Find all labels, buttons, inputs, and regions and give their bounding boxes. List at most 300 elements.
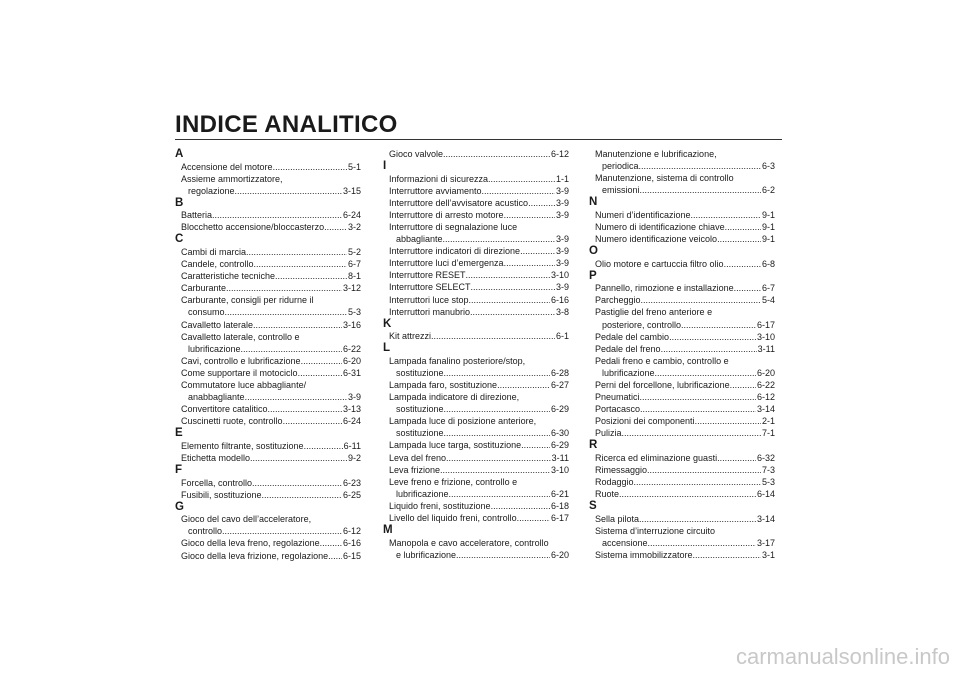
index-entry-heading: Carburante, consigli per ridurne il xyxy=(181,295,314,306)
entry-text: Elemento filtrante, sostituzione xyxy=(181,440,304,451)
index-entry xyxy=(175,403,361,415)
index-entry xyxy=(175,452,361,464)
dot-leader xyxy=(268,403,342,415)
entry-text: Cuscinetti ruote, controllo xyxy=(181,416,283,427)
dot-leader xyxy=(431,330,555,342)
index-entry xyxy=(383,488,569,500)
index-entry xyxy=(589,391,775,403)
dot-leader xyxy=(320,537,342,549)
index-entry xyxy=(589,319,775,331)
index-entry xyxy=(589,476,775,488)
entry-text: Interruttore di arresto motore xyxy=(389,209,504,220)
entry-text: lubrificazione xyxy=(602,367,655,378)
index-entry xyxy=(175,258,361,270)
index-entry xyxy=(589,549,775,561)
index-entry xyxy=(175,221,361,233)
index-entry-heading: Manopola e cavo acceleratore, controllo xyxy=(389,537,549,548)
index-entry xyxy=(589,294,775,306)
index-entry xyxy=(589,452,775,464)
section-letter: S xyxy=(589,500,597,513)
entry-page: 6-32 xyxy=(756,452,775,463)
entry-page: 6-17 xyxy=(756,319,775,330)
dot-leader xyxy=(324,221,347,233)
dot-leader xyxy=(734,282,761,294)
dot-leader xyxy=(488,173,555,185)
entry-text: Convertitore catalitico xyxy=(181,404,268,415)
entry-page: 6-29 xyxy=(550,440,569,451)
index-entry xyxy=(589,209,775,221)
dot-leader xyxy=(730,379,756,391)
entry-page: 6-22 xyxy=(342,343,361,354)
dot-leader xyxy=(491,500,550,512)
dot-leader xyxy=(273,161,347,173)
entry-text: sostituzione xyxy=(396,367,444,378)
index-entry xyxy=(383,257,569,269)
index-entry xyxy=(383,209,569,221)
entry-text: lubrificazione xyxy=(396,488,449,499)
entry-page: 2-1 xyxy=(761,416,775,427)
entry-text: Kit attrezzi xyxy=(389,331,432,342)
entry-text: Leva del freno xyxy=(389,452,447,463)
index-entry-heading: Pastiglie del freno anteriore e xyxy=(595,307,713,318)
entry-text: Lampada luce targa, sostituzione xyxy=(389,440,522,451)
entry-text: Sistema immobilizzatore xyxy=(595,550,693,561)
entry-page: 6-8 xyxy=(761,258,775,269)
entry-text: Cavalletto laterale xyxy=(181,319,254,330)
index-entry xyxy=(589,331,775,343)
dot-leader xyxy=(717,233,761,245)
entry-text: Interruttore luci d’emergenza xyxy=(389,258,504,269)
dot-leader xyxy=(693,549,761,561)
index-entry xyxy=(589,488,775,500)
entry-page: 3-2 xyxy=(347,222,361,233)
index-entry xyxy=(383,549,569,561)
index-entry xyxy=(175,209,361,221)
entry-text: Pneumatici xyxy=(595,392,640,403)
entry-page: 6-22 xyxy=(756,380,775,390)
index-entry xyxy=(175,440,361,452)
section-letter: C xyxy=(175,233,184,246)
dot-leader xyxy=(444,427,550,439)
index-entry xyxy=(175,537,361,549)
entry-page: 9-2 xyxy=(347,452,361,463)
entry-page: 9-1 xyxy=(761,209,775,220)
index-entry xyxy=(383,500,569,512)
index-entry xyxy=(589,258,775,270)
entry-text: Cavi, controllo e lubrificazione xyxy=(181,355,301,366)
section-letter: A xyxy=(175,148,184,160)
index-entry xyxy=(383,439,569,451)
entry-page: 3-16 xyxy=(342,319,361,330)
dot-leader xyxy=(443,148,550,160)
entry-page: 9-1 xyxy=(761,221,775,232)
entry-text: Numero identificazione veicolo xyxy=(595,234,718,245)
index-column-3 xyxy=(589,148,775,561)
index-entry xyxy=(589,464,775,476)
entry-page: 5-4 xyxy=(761,295,775,306)
dot-leader xyxy=(520,245,555,257)
entry-page: 6-28 xyxy=(550,367,569,378)
entry-text: Cambi di marcia xyxy=(181,246,247,257)
entry-page: 6-12 xyxy=(756,392,775,403)
entry-page: 5-3 xyxy=(761,477,775,488)
entry-page: 3-14 xyxy=(756,513,775,524)
dot-leader xyxy=(446,452,551,464)
entry-page: 6-15 xyxy=(342,550,361,561)
dot-leader xyxy=(528,197,555,209)
index-entry-heading: Pedali freno e cambio, controllo e xyxy=(595,355,729,366)
entry-page: 3-17 xyxy=(756,538,775,549)
section-letter: R xyxy=(589,439,598,452)
index-entry xyxy=(589,233,775,245)
entry-text: Gioco della leva freno, regolazione xyxy=(181,538,320,549)
entry-page: 5-2 xyxy=(347,246,361,257)
entry-text: regolazione xyxy=(188,185,235,196)
entry-text: sostituzione xyxy=(396,404,444,415)
entry-page: 6-25 xyxy=(342,489,361,500)
entry-page: 6-29 xyxy=(550,404,569,415)
page-title: INDICE ANALITICO xyxy=(175,111,398,138)
entry-page: 3-9 xyxy=(555,246,569,257)
section-letter: G xyxy=(175,500,184,513)
index-entry xyxy=(175,367,361,379)
dot-leader xyxy=(246,246,347,258)
entry-text: Informazioni di sicurezza xyxy=(389,173,489,184)
dot-leader xyxy=(725,221,761,233)
dot-leader xyxy=(225,306,347,318)
dot-leader xyxy=(517,512,550,524)
dot-leader xyxy=(639,160,761,172)
entry-page: 6-7 xyxy=(761,283,775,294)
entry-page: 6-30 xyxy=(550,428,569,439)
section-letter: O xyxy=(589,245,598,258)
dot-leader xyxy=(449,488,550,500)
entry-page: 3-11 xyxy=(757,343,775,354)
entry-text: Gioco valvole xyxy=(389,149,444,159)
entry-page: 3-14 xyxy=(756,404,775,415)
index-entry-heading: Lampada fanalino posteriore/stop, xyxy=(389,355,526,366)
index-entry xyxy=(383,185,569,197)
entry-text: Numeri d’identificazione xyxy=(595,209,691,220)
index-entry xyxy=(383,294,569,306)
index-entry xyxy=(589,160,775,172)
entry-text: Rodaggio xyxy=(595,477,634,488)
index-entry xyxy=(383,233,569,245)
entry-page: 6-3 xyxy=(761,161,775,172)
entry-text: Pannello, rimozione e installazione xyxy=(595,283,734,294)
entry-page: 3-10 xyxy=(550,464,569,475)
index-entry xyxy=(383,281,569,293)
index-entry xyxy=(589,343,775,355)
index-entry-heading: Lampada indicatore di direzione, xyxy=(389,392,520,403)
section-letter: N xyxy=(589,196,598,209)
entry-text: Livello del liquido freni, controllo xyxy=(389,513,517,524)
index-entry-heading: Interruttore di segnalazione luce xyxy=(389,221,518,232)
index-entry xyxy=(589,282,775,294)
dot-leader xyxy=(655,367,756,379)
dot-leader xyxy=(301,355,342,367)
index-entry xyxy=(175,246,361,258)
dot-leader xyxy=(691,209,761,221)
entry-page: 7-3 xyxy=(761,465,775,476)
entry-text: Interruttore RESET xyxy=(389,270,466,281)
dot-leader xyxy=(497,379,550,391)
entry-page: 6-17 xyxy=(550,513,569,524)
entry-text: Caratteristiche tecniche xyxy=(181,271,276,282)
index-entry xyxy=(383,306,569,318)
entry-page: 6-7 xyxy=(347,259,361,270)
dot-leader xyxy=(622,427,761,439)
index-entry xyxy=(175,161,361,173)
entry-text: Olio motore e cartuccia filtro olio xyxy=(595,258,724,269)
title-rule xyxy=(175,139,782,140)
entry-text: accensione xyxy=(602,538,648,549)
index-entry-heading: Lampada luce di posizione anteriore, xyxy=(389,416,537,427)
entry-text: Leva frizione xyxy=(389,464,441,475)
entry-text: consumo xyxy=(188,307,225,318)
entry-text: abbagliante xyxy=(396,234,443,245)
index-entry xyxy=(175,270,361,282)
index-entry xyxy=(589,184,775,196)
dot-leader xyxy=(298,367,342,379)
entry-page: 3-13 xyxy=(342,404,361,415)
section-letter: F xyxy=(175,464,183,477)
index-entry-heading: Gioco del cavo dell’acceleratore, xyxy=(181,514,312,525)
dot-leader xyxy=(328,550,342,562)
index-entry xyxy=(383,427,569,439)
index-entry xyxy=(589,427,775,439)
entry-text: controllo xyxy=(188,526,223,537)
section-letter: P xyxy=(589,269,597,282)
index-entry xyxy=(589,403,775,415)
dot-leader xyxy=(252,477,342,489)
dot-leader xyxy=(521,439,550,451)
entry-page: 6-21 xyxy=(550,488,569,499)
index-entry xyxy=(175,489,361,501)
entry-text: Batteria xyxy=(181,210,213,221)
entry-text: Posizioni dei componenti xyxy=(595,416,695,427)
entry-text: Blocchetto accensione/bloccasterzo xyxy=(181,222,325,233)
entry-page: 6-20 xyxy=(342,355,361,366)
dot-leader xyxy=(226,282,342,294)
dot-leader xyxy=(470,306,555,318)
entry-page: 9-1 xyxy=(761,234,775,245)
dot-leader xyxy=(283,415,342,427)
dot-leader xyxy=(456,549,550,561)
entry-text: Carburante xyxy=(181,283,227,294)
entry-page: 6-27 xyxy=(550,380,569,390)
dot-leader xyxy=(640,184,761,196)
dot-leader xyxy=(444,367,550,379)
index-entry xyxy=(589,415,775,427)
entry-page: 5-3 xyxy=(347,307,361,318)
entry-text: emissioni xyxy=(602,185,640,196)
entry-text: Interruttori luce stop xyxy=(389,294,469,305)
entry-page: 6-31 xyxy=(342,367,361,378)
entry-text: Parcheggio xyxy=(595,295,641,306)
index-entry xyxy=(383,245,569,257)
entry-text: Fusibili, sostituzione xyxy=(181,489,262,500)
index-entry xyxy=(589,537,775,549)
entry-page: 5-1 xyxy=(347,161,361,172)
dot-leader xyxy=(640,403,756,415)
entry-page: 1-1 xyxy=(555,173,569,184)
entry-text: posteriore, controllo xyxy=(602,319,682,330)
entry-text: Ricerca ed eliminazione guasti xyxy=(595,452,718,463)
index-entry xyxy=(589,513,775,525)
entry-page: 6-2 xyxy=(761,185,775,196)
index-entry xyxy=(383,173,569,185)
entry-text: Pedale del freno xyxy=(595,343,661,354)
dot-leader xyxy=(440,464,550,476)
dot-leader xyxy=(466,269,550,281)
index-entry-heading: Sistema d’interruzione circuito xyxy=(595,525,716,536)
dot-leader xyxy=(254,258,347,270)
dot-leader xyxy=(504,209,555,221)
index-entry-heading: Cavalletto laterale, controllo e xyxy=(181,331,300,342)
entry-text: Interruttore SELECT xyxy=(389,282,471,293)
entry-text: Pulizia xyxy=(595,428,622,439)
entry-page: 8-1 xyxy=(347,271,361,282)
dot-leader xyxy=(482,185,555,197)
entry-page: 3-9 xyxy=(555,282,569,293)
entry-page: 6-20 xyxy=(756,367,775,378)
dot-leader xyxy=(444,403,550,415)
entry-page: 3-9 xyxy=(555,209,569,220)
dot-leader xyxy=(619,488,756,500)
index-entry xyxy=(383,197,569,209)
entry-text: Candele, controllo xyxy=(181,259,254,270)
entry-page: 6-16 xyxy=(550,294,569,305)
dot-leader xyxy=(669,331,756,343)
index-entry-heading: Commutatore luce abbagliante/ xyxy=(181,380,307,390)
entry-text: Liquido freni, sostituzione xyxy=(389,500,491,511)
dot-leader xyxy=(235,185,342,197)
entry-page: 3-15 xyxy=(342,185,361,196)
entry-page: 3-10 xyxy=(550,270,569,281)
index-entry xyxy=(589,221,775,233)
dot-leader xyxy=(717,452,756,464)
dot-leader xyxy=(641,294,761,306)
index-entry xyxy=(175,306,361,318)
entry-text: Forcella, controllo xyxy=(181,477,253,488)
dot-leader xyxy=(681,319,756,331)
index-entry xyxy=(383,330,569,342)
entry-text: Portacasco xyxy=(595,404,641,415)
index-entry xyxy=(175,477,361,489)
entry-page: 6-24 xyxy=(342,416,361,427)
entry-page: 6-14 xyxy=(756,489,775,500)
index-entry xyxy=(175,185,361,197)
entry-text: Interruttore avviamento xyxy=(389,185,482,196)
entry-page: 6-1 xyxy=(555,331,569,342)
dot-leader xyxy=(640,391,756,403)
index-entry-heading: Assieme ammortizzatore, xyxy=(181,173,283,184)
entry-page: 3-9 xyxy=(555,185,569,196)
entry-text: Etichetta modello xyxy=(181,452,251,463)
entry-page: 6-12 xyxy=(342,526,361,537)
entry-page: 3-9 xyxy=(555,197,569,208)
section-letter: K xyxy=(383,317,392,330)
dot-leader xyxy=(245,391,347,403)
entry-page: 3-11 xyxy=(551,452,569,463)
index-entry xyxy=(383,512,569,524)
section-letter: M xyxy=(383,524,393,537)
dot-leader xyxy=(262,489,342,501)
entry-page: 3-10 xyxy=(756,331,775,342)
entry-page: 6-24 xyxy=(342,210,361,221)
entry-text: lubrificazione xyxy=(188,343,241,354)
dot-leader xyxy=(504,257,555,269)
dot-leader xyxy=(469,294,550,306)
index-entry-heading: Manutenzione, sistema di controllo xyxy=(595,173,734,184)
entry-page: 3-8 xyxy=(555,306,569,317)
index-entry xyxy=(383,269,569,281)
entry-text: Perni del forcellone, lubrificazione xyxy=(595,380,730,390)
index-entry xyxy=(383,379,569,391)
entry-text: periodica xyxy=(602,161,639,172)
dot-leader xyxy=(647,464,761,476)
index-entry xyxy=(383,148,569,160)
entry-page: 3-9 xyxy=(555,234,569,245)
index-entry xyxy=(175,319,361,331)
index-entry xyxy=(383,452,569,464)
dot-leader xyxy=(724,258,761,270)
index-entry xyxy=(175,525,361,537)
index-entry xyxy=(175,415,361,427)
entry-text: e lubrificazione xyxy=(396,549,457,560)
index-entry xyxy=(383,367,569,379)
dot-leader xyxy=(250,452,347,464)
entry-page: 3-12 xyxy=(342,283,361,294)
entry-text: Come supportare il motociclo xyxy=(181,367,298,378)
entry-text: Sella pilota xyxy=(595,513,640,524)
dot-leader xyxy=(471,281,555,293)
index-entry xyxy=(589,379,775,391)
index-entry xyxy=(175,282,361,294)
index-entry xyxy=(589,367,775,379)
entry-text: anabbagliante xyxy=(188,392,245,403)
entry-text: Interruttore indicatori di direzione xyxy=(389,246,521,257)
entry-page: 3-9 xyxy=(555,258,569,269)
dot-leader xyxy=(241,343,342,355)
index-entry xyxy=(175,550,361,562)
entry-page: 6-12 xyxy=(550,149,569,159)
entry-text: Accensione del motore xyxy=(181,161,273,172)
watermark: carmanualsonline.info xyxy=(735,644,950,669)
entry-text: Rimessaggio xyxy=(595,465,648,476)
index-entry-heading: Leve freno e frizione, controllo e xyxy=(389,476,518,487)
entry-text: Pedale del cambio xyxy=(595,331,670,342)
index-entry-heading: Manutenzione e lubrificazione, xyxy=(595,149,717,159)
dot-leader xyxy=(212,209,342,221)
entry-page: 3-1 xyxy=(761,550,775,561)
entry-text: Lampada faro, sostituzione xyxy=(389,380,498,390)
index-column-2 xyxy=(383,148,569,561)
entry-text: Ruote xyxy=(595,489,620,500)
entry-text: Numero di identificazione chiave xyxy=(595,221,725,232)
index-entry xyxy=(383,464,569,476)
index-entry xyxy=(175,391,361,403)
entry-page: 6-16 xyxy=(342,538,361,549)
entry-page: 6-20 xyxy=(550,549,569,560)
index-entry xyxy=(383,403,569,415)
entry-text: Interruttori manubrio xyxy=(389,306,471,317)
entry-page: 7-1 xyxy=(761,428,775,439)
entry-text: Gioco della leva frizione, regolazione xyxy=(181,550,329,561)
section-letter: I xyxy=(383,160,387,173)
entry-text: sostituzione xyxy=(396,428,444,439)
